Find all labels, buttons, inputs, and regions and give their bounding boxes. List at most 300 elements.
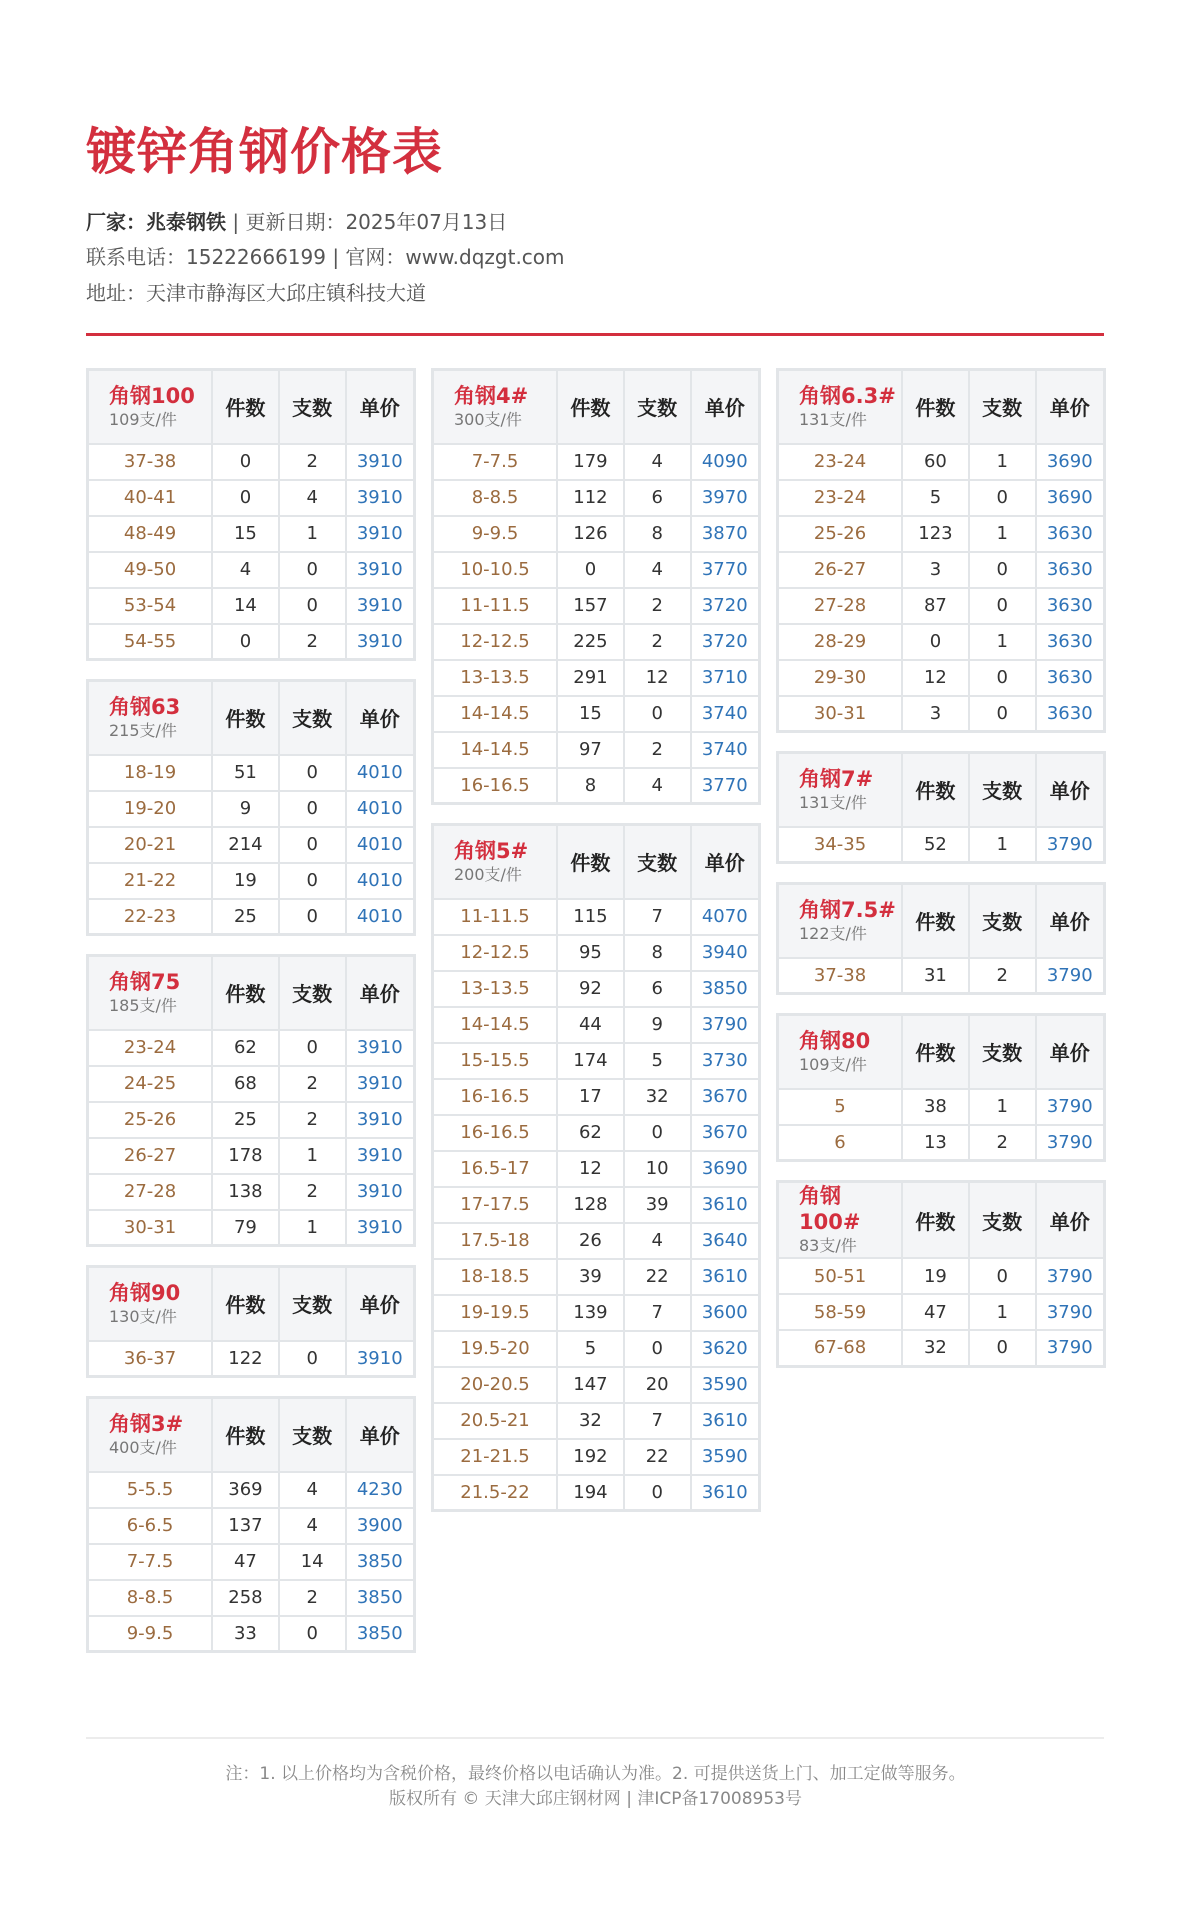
price-cell: 3690 [1036, 444, 1105, 480]
sticks-cell: 0 [969, 1330, 1036, 1366]
table-row [778, 1330, 1105, 1366]
size-cell: 18-19 [88, 755, 213, 791]
pieces-cell: 47 [212, 1544, 279, 1580]
sticks-header: 支数 [279, 681, 346, 755]
sticks-cell: 2 [624, 624, 691, 660]
spec-name: 角钢90 [109, 1280, 181, 1305]
table-row [433, 552, 760, 588]
pieces-cell: 19 [902, 1258, 969, 1294]
price-header: 单价 [691, 825, 760, 899]
spec-name: 角钢3# [109, 1411, 184, 1436]
price-table [86, 1265, 416, 1378]
table-row [778, 696, 1105, 732]
price-cell: 3910 [346, 552, 415, 588]
table-row [433, 899, 760, 935]
size-cell: 21-21.5 [433, 1439, 558, 1475]
size-cell: 20-21 [88, 827, 213, 863]
pieces-cell: 60 [902, 444, 969, 480]
pieces-cell: 3 [902, 696, 969, 732]
price-cell: 3590 [691, 1367, 760, 1403]
price-table [431, 368, 761, 805]
table-row [778, 1089, 1105, 1125]
footer-divider [86, 1737, 1104, 1739]
sticks-cell: 1 [969, 444, 1036, 480]
price-header: 单价 [1036, 884, 1105, 958]
price-header: 单价 [691, 370, 760, 444]
spec-header [778, 753, 903, 827]
spec-header [778, 1182, 903, 1259]
price-cell: 3790 [1036, 827, 1105, 863]
sticks-cell: 0 [969, 552, 1036, 588]
sticks-cell: 0 [624, 696, 691, 732]
sticks-cell: 1 [969, 624, 1036, 660]
sticks-cell: 0 [969, 480, 1036, 516]
table-row [433, 624, 760, 660]
footer-note: 注：1. 以上价格均为含税价格，最终价格以电话确认为准。2. 可提供送货上门、加工定做等服务。 [225, 1764, 966, 1784]
spec-name: 角钢6.3# [799, 383, 896, 408]
table-row [778, 552, 1105, 588]
table-row [433, 768, 760, 804]
pieces-cell: 138 [212, 1174, 279, 1210]
size-cell: 16-16.5 [433, 1115, 558, 1151]
size-cell: 24-25 [88, 1066, 213, 1102]
price-cell: 3770 [691, 768, 760, 804]
pieces-cell: 31 [902, 958, 969, 994]
sticks-cell: 8 [624, 935, 691, 971]
pieces-cell: 38 [902, 1089, 969, 1125]
size-cell: 6-6.5 [88, 1508, 213, 1544]
price-cell: 3910 [346, 1030, 415, 1066]
update-date: | 更新日期：2025年07月13日 [226, 210, 508, 234]
size-cell: 27-28 [778, 588, 903, 624]
pieces-cell: 0 [212, 480, 279, 516]
pieces-cell: 214 [212, 827, 279, 863]
sticks-cell: 2 [624, 588, 691, 624]
pieces-cell: 15 [212, 516, 279, 552]
sticks-cell: 10 [624, 1151, 691, 1187]
spec-header [433, 370, 558, 444]
price-table [776, 882, 1106, 995]
pieces-cell: 258 [212, 1580, 279, 1616]
table-row [88, 1616, 415, 1652]
sticks-cell: 0 [279, 1030, 346, 1066]
pieces-cell: 192 [557, 1439, 624, 1475]
sticks-cell: 8 [624, 516, 691, 552]
pieces-cell: 115 [557, 899, 624, 935]
price-cell: 3910 [346, 1138, 415, 1174]
table-row [88, 444, 415, 480]
table-row [778, 516, 1105, 552]
table-header-row [88, 956, 415, 1030]
size-cell: 5 [778, 1089, 903, 1125]
table-row [88, 1066, 415, 1102]
pieces-cell: 9 [212, 791, 279, 827]
spec-header [433, 825, 558, 899]
column-2 [431, 368, 761, 1530]
size-cell: 11-11.5 [433, 588, 558, 624]
price-header: 单价 [346, 1267, 415, 1341]
spec-name: 角钢7# [799, 766, 874, 791]
table-header-row [778, 1015, 1105, 1089]
spec-header [88, 370, 213, 444]
size-cell: 9-9.5 [88, 1616, 213, 1652]
sticks-cell: 1 [969, 1294, 1036, 1330]
sticks-cell: 4 [279, 1472, 346, 1508]
size-cell: 6 [778, 1125, 903, 1161]
price-cell: 3720 [691, 624, 760, 660]
table-row [88, 1138, 415, 1174]
price-cell: 3790 [1036, 958, 1105, 994]
price-table [776, 751, 1106, 864]
price-cell: 3850 [346, 1616, 415, 1652]
price-cell: 3940 [691, 935, 760, 971]
price-cell: 4230 [346, 1472, 415, 1508]
sticks-cell: 2 [279, 444, 346, 480]
price-header: 单价 [1036, 753, 1105, 827]
table-row [433, 516, 760, 552]
size-cell: 17.5-18 [433, 1223, 558, 1259]
sticks-header: 支数 [969, 370, 1036, 444]
sticks-header: 支数 [279, 1398, 346, 1472]
price-cell: 3910 [346, 444, 415, 480]
sticks-cell: 1 [279, 1138, 346, 1174]
sticks-cell: 0 [279, 827, 346, 863]
sticks-cell: 4 [279, 1508, 346, 1544]
price-cell: 3910 [346, 588, 415, 624]
spec-name: 角钢80 [799, 1028, 871, 1053]
pieces-header: 件数 [212, 1398, 279, 1472]
column-1 [86, 368, 416, 1671]
pieces-header: 件数 [557, 370, 624, 444]
price-cell: 4010 [346, 791, 415, 827]
table-row [88, 1174, 415, 1210]
size-cell: 21.5-22 [433, 1475, 558, 1511]
size-cell: 19.5-20 [433, 1331, 558, 1367]
pieces-cell: 174 [557, 1043, 624, 1079]
price-cell: 3600 [691, 1295, 760, 1331]
spec-name: 角钢7.5# [799, 897, 896, 922]
table-row [778, 624, 1105, 660]
size-cell: 67-68 [778, 1330, 903, 1366]
size-cell: 8-8.5 [433, 480, 558, 516]
table-row [778, 444, 1105, 480]
sticks-cell: 7 [624, 899, 691, 935]
sticks-cell: 12 [624, 660, 691, 696]
pieces-cell: 178 [212, 1138, 279, 1174]
price-cell: 3630 [1036, 516, 1105, 552]
pieces-header: 件数 [902, 884, 969, 958]
size-cell: 58-59 [778, 1294, 903, 1330]
price-cell: 3740 [691, 696, 760, 732]
table-row [433, 1367, 760, 1403]
spec-count: 185支/件 [109, 995, 177, 1015]
table-row [778, 480, 1105, 516]
price-cell: 3910 [346, 480, 415, 516]
price-table [86, 368, 416, 661]
sticks-cell: 0 [279, 1341, 346, 1377]
price-cell: 3850 [346, 1580, 415, 1616]
table-row [88, 480, 415, 516]
spec-name: 角钢100# [799, 1184, 861, 1234]
size-cell: 29-30 [778, 660, 903, 696]
table-row [88, 1580, 415, 1616]
table-row [778, 1258, 1105, 1294]
sticks-header: 支数 [279, 370, 346, 444]
pieces-cell: 68 [212, 1066, 279, 1102]
table-row [433, 1331, 760, 1367]
size-cell: 27-28 [88, 1174, 213, 1210]
size-cell: 22-23 [88, 899, 213, 935]
price-cell: 3620 [691, 1331, 760, 1367]
price-cell: 3610 [691, 1403, 760, 1439]
pieces-cell: 17 [557, 1079, 624, 1115]
footer-copyright: 版权所有 © 天津大邱庄钢材网 | 津ICP备17008953号 [388, 1789, 802, 1809]
price-cell: 4070 [691, 899, 760, 935]
sticks-header: 支数 [969, 1182, 1036, 1259]
sticks-cell: 22 [624, 1259, 691, 1295]
contact-line: 联系电话：15222666199 | 官网：www.dqzgt.com [86, 245, 565, 269]
size-cell: 14-14.5 [433, 1007, 558, 1043]
size-cell: 16-16.5 [433, 768, 558, 804]
table-row [433, 1403, 760, 1439]
pieces-cell: 26 [557, 1223, 624, 1259]
pieces-header: 件数 [902, 1182, 969, 1259]
table-row [433, 1007, 760, 1043]
table-row [88, 791, 415, 827]
price-cell: 3730 [691, 1043, 760, 1079]
header-divider [86, 333, 1104, 336]
spec-count: 200支/件 [454, 864, 522, 884]
price-cell: 3910 [346, 1341, 415, 1377]
price-cell: 3910 [346, 1174, 415, 1210]
table-header-row [88, 1267, 415, 1341]
pieces-cell: 126 [557, 516, 624, 552]
spec-header [778, 884, 903, 958]
size-cell: 8-8.5 [88, 1580, 213, 1616]
price-cell: 3610 [691, 1475, 760, 1511]
pieces-cell: 33 [212, 1616, 279, 1652]
price-cell: 3970 [691, 480, 760, 516]
pieces-cell: 52 [902, 827, 969, 863]
price-cell: 3690 [1036, 480, 1105, 516]
pieces-header: 件数 [212, 370, 279, 444]
sticks-cell: 0 [969, 660, 1036, 696]
pieces-header: 件数 [902, 753, 969, 827]
table-row [433, 588, 760, 624]
price-cell: 3670 [691, 1079, 760, 1115]
table-row [778, 660, 1105, 696]
table-row [433, 732, 760, 768]
size-cell: 49-50 [88, 552, 213, 588]
table-header-row [778, 753, 1105, 827]
table-row [433, 1043, 760, 1079]
size-cell: 28-29 [778, 624, 903, 660]
price-cell: 3790 [1036, 1089, 1105, 1125]
sticks-header: 支数 [279, 956, 346, 1030]
table-row [88, 899, 415, 935]
table-header-row [88, 370, 415, 444]
pieces-header: 件数 [212, 681, 279, 755]
price-cell: 3910 [346, 1210, 415, 1246]
size-cell: 12-12.5 [433, 935, 558, 971]
size-cell: 10-10.5 [433, 552, 558, 588]
size-cell: 20-20.5 [433, 1367, 558, 1403]
table-row [433, 1079, 760, 1115]
spec-count: 300支/件 [454, 409, 522, 429]
sticks-header: 支数 [969, 1015, 1036, 1089]
pieces-cell: 137 [212, 1508, 279, 1544]
table-row [778, 1294, 1105, 1330]
size-cell: 50-51 [778, 1258, 903, 1294]
price-cell: 3790 [1036, 1294, 1105, 1330]
price-cell: 4010 [346, 899, 415, 935]
size-cell: 17-17.5 [433, 1187, 558, 1223]
price-cell: 3910 [346, 1102, 415, 1138]
table-row [88, 1508, 415, 1544]
pieces-cell: 13 [902, 1125, 969, 1161]
price-cell: 3630 [1036, 552, 1105, 588]
price-cell: 3790 [1036, 1125, 1105, 1161]
table-row [433, 480, 760, 516]
pieces-cell: 25 [212, 899, 279, 935]
pieces-cell: 19 [212, 863, 279, 899]
sticks-cell: 7 [624, 1295, 691, 1331]
size-cell: 37-38 [88, 444, 213, 480]
table-row [433, 1475, 760, 1511]
table-row [433, 1295, 760, 1331]
manufacturer-name: 兆泰钢铁 [146, 210, 226, 234]
size-cell: 14-14.5 [433, 732, 558, 768]
sticks-cell: 39 [624, 1187, 691, 1223]
pieces-cell: 39 [557, 1259, 624, 1295]
sticks-header: 支数 [624, 370, 691, 444]
pieces-header: 件数 [212, 956, 279, 1030]
pieces-cell: 225 [557, 624, 624, 660]
price-cell: 4090 [691, 444, 760, 480]
price-cell: 3610 [691, 1259, 760, 1295]
table-row [433, 1187, 760, 1223]
sticks-cell: 2 [279, 1102, 346, 1138]
price-cell: 3790 [1036, 1330, 1105, 1366]
sticks-cell: 2 [969, 1125, 1036, 1161]
sticks-cell: 0 [624, 1115, 691, 1151]
sticks-cell: 2 [624, 732, 691, 768]
pieces-cell: 5 [902, 480, 969, 516]
pieces-cell: 122 [212, 1341, 279, 1377]
page-title: 镀锌角钢价格表 [86, 123, 443, 181]
price-cell: 3910 [346, 516, 415, 552]
pieces-cell: 51 [212, 755, 279, 791]
sticks-cell: 2 [279, 624, 346, 660]
price-table [431, 823, 761, 1512]
price-header: 单价 [1036, 1182, 1105, 1259]
sticks-header: 支数 [624, 825, 691, 899]
price-cell: 3850 [691, 971, 760, 1007]
pieces-cell: 25 [212, 1102, 279, 1138]
size-cell: 26-27 [778, 552, 903, 588]
spec-count: 83支/件 [799, 1236, 857, 1255]
size-cell: 9-9.5 [433, 516, 558, 552]
spec-header [88, 681, 213, 755]
sticks-cell: 2 [279, 1580, 346, 1616]
price-cell: 3670 [691, 1115, 760, 1151]
sticks-cell: 1 [969, 827, 1036, 863]
price-header: 单价 [346, 370, 415, 444]
table-row [88, 1102, 415, 1138]
price-cell: 3630 [1036, 624, 1105, 660]
size-cell: 25-26 [778, 516, 903, 552]
pieces-header: 件数 [902, 1015, 969, 1089]
column-3 [776, 368, 1106, 1386]
sticks-cell: 0 [624, 1475, 691, 1511]
sticks-header: 支数 [969, 884, 1036, 958]
spec-count: 130支/件 [109, 1306, 177, 1326]
pieces-cell: 0 [557, 552, 624, 588]
sticks-cell: 22 [624, 1439, 691, 1475]
pieces-cell: 194 [557, 1475, 624, 1511]
spec-count: 131支/件 [799, 409, 867, 429]
table-row [88, 624, 415, 660]
pieces-cell: 44 [557, 1007, 624, 1043]
table-row [88, 1544, 415, 1580]
pieces-cell: 291 [557, 660, 624, 696]
pieces-header: 件数 [557, 825, 624, 899]
spec-name: 角钢100 [109, 383, 195, 408]
sticks-cell: 7 [624, 1403, 691, 1439]
size-cell: 7-7.5 [88, 1544, 213, 1580]
spec-count: 109支/件 [109, 409, 177, 429]
sticks-cell: 0 [279, 899, 346, 935]
table-row [88, 588, 415, 624]
price-table [776, 1013, 1106, 1162]
sticks-header: 支数 [279, 1267, 346, 1341]
pieces-cell: 32 [902, 1330, 969, 1366]
size-cell: 23-24 [778, 480, 903, 516]
size-cell: 13-13.5 [433, 660, 558, 696]
table-row [433, 971, 760, 1007]
size-cell: 14-14.5 [433, 696, 558, 732]
table-row [88, 1341, 415, 1377]
price-cell: 3720 [691, 588, 760, 624]
price-table [86, 1396, 416, 1653]
price-cell: 3590 [691, 1439, 760, 1475]
sticks-cell: 1 [279, 516, 346, 552]
sticks-cell: 6 [624, 480, 691, 516]
pieces-cell: 179 [557, 444, 624, 480]
pieces-cell: 112 [557, 480, 624, 516]
size-cell: 40-41 [88, 480, 213, 516]
sticks-cell: 9 [624, 1007, 691, 1043]
spec-name: 角钢63 [109, 694, 181, 719]
size-cell: 37-38 [778, 958, 903, 994]
table-row [88, 1030, 415, 1066]
pieces-cell: 0 [212, 624, 279, 660]
table-row [433, 1223, 760, 1259]
table-header-row [778, 1182, 1105, 1259]
pieces-cell: 62 [212, 1030, 279, 1066]
sticks-cell: 0 [279, 755, 346, 791]
sticks-cell: 1 [279, 1210, 346, 1246]
sticks-cell: 0 [969, 696, 1036, 732]
pieces-cell: 12 [902, 660, 969, 696]
size-cell: 18-18.5 [433, 1259, 558, 1295]
sticks-cell: 0 [279, 791, 346, 827]
table-header-row [88, 1398, 415, 1472]
table-row [433, 1259, 760, 1295]
pieces-cell: 369 [212, 1472, 279, 1508]
price-cell: 3630 [1036, 660, 1105, 696]
pieces-header: 件数 [902, 370, 969, 444]
